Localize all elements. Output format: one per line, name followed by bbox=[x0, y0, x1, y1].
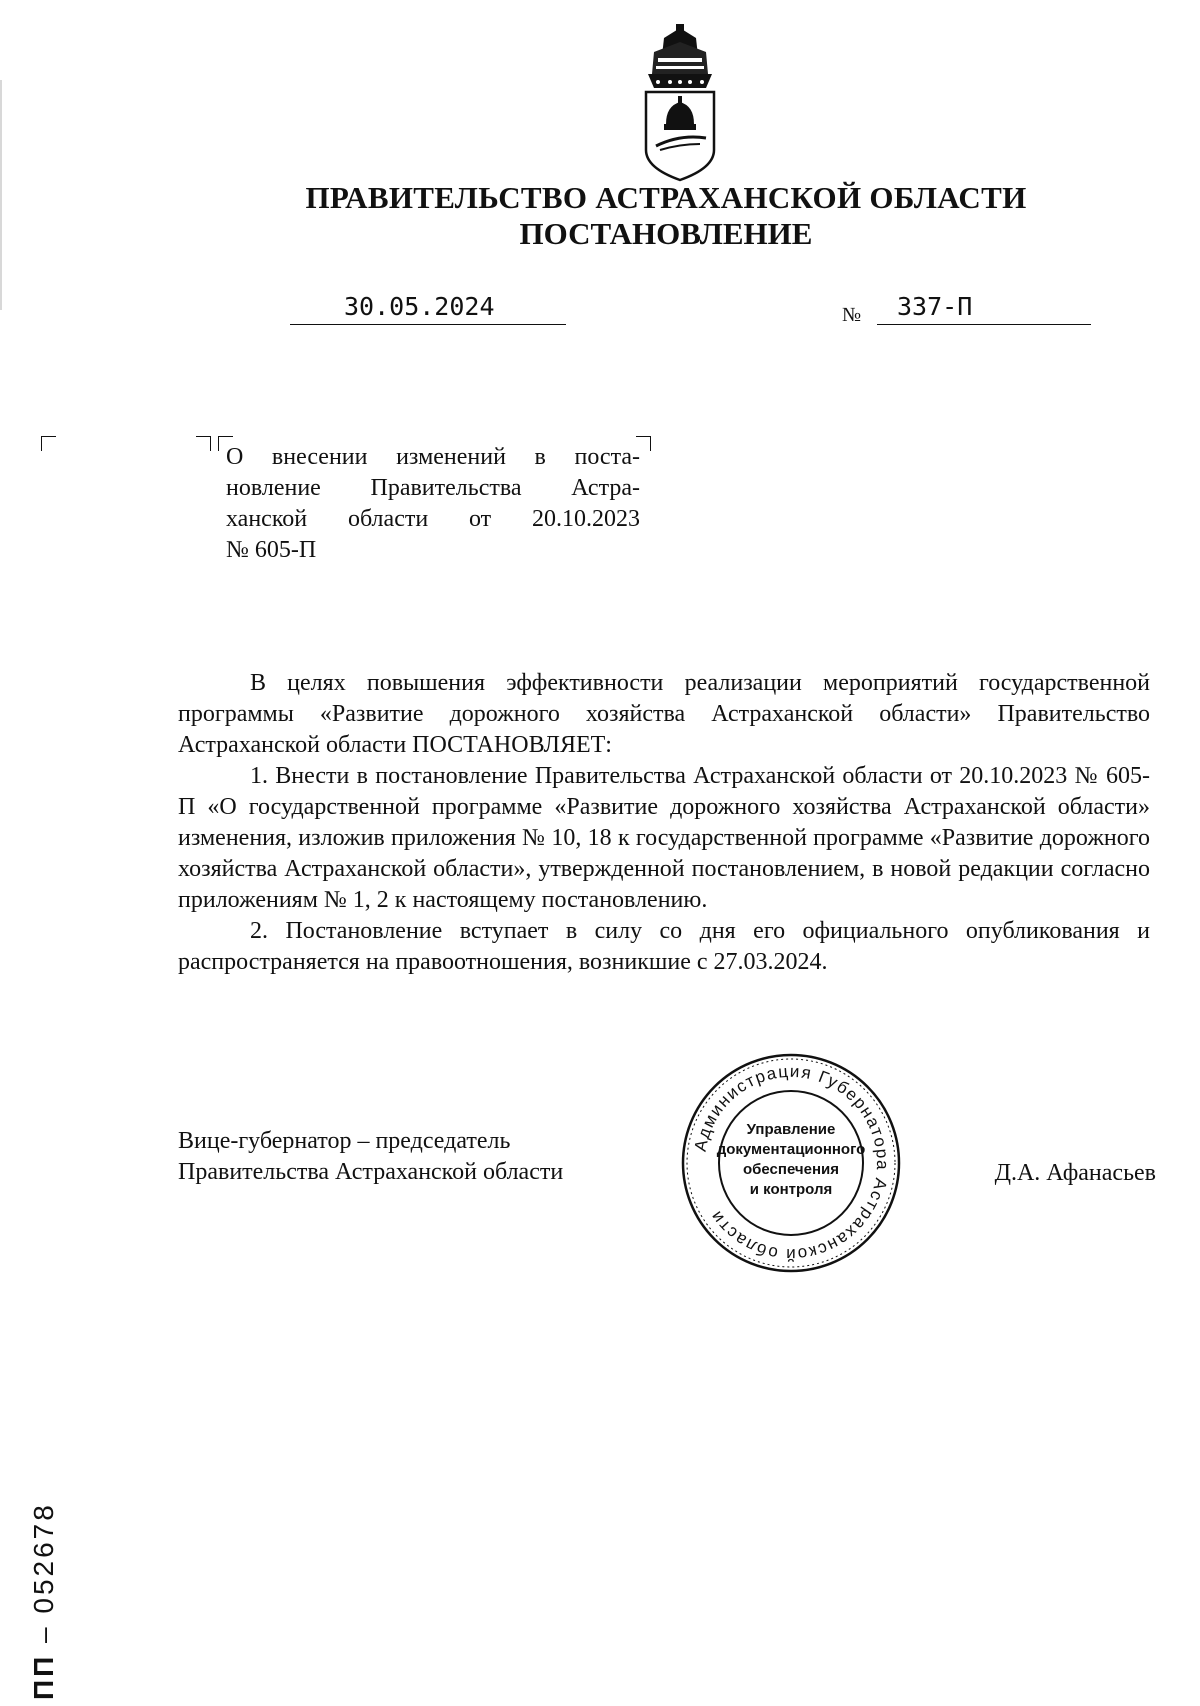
document-body bbox=[178, 668, 1150, 978]
item-2-paragraph: 2. Постановление вступает в силу со дня его официального опубликования и распространяется на правоотношения, возникшие с 27.03.2024. bbox=[178, 918, 1150, 975]
position-line: Вице-губернатор – председатель bbox=[178, 1128, 511, 1154]
preamble-paragraph: В целях повышения эффективности реализации мероприятий государственной программы «Развитие дорожного хозяйства Астраханской области» Правительство Астраханской области ПОСТАНОВЛЯЕТ: bbox=[178, 670, 1150, 758]
date-field bbox=[290, 292, 566, 325]
corner-mark bbox=[196, 436, 211, 451]
registration-value: – 052678 bbox=[28, 1502, 59, 1643]
seal-center-line: Управление bbox=[746, 1121, 836, 1138]
document-type: ПОСТАНОВЛЕНИЕ bbox=[519, 216, 813, 251]
subject-line: новление Правительства Астра- bbox=[226, 475, 640, 501]
signatory-position bbox=[178, 1126, 638, 1188]
number-field bbox=[877, 292, 1091, 325]
official-seal-stamp bbox=[678, 1050, 904, 1276]
document-date: 30.05.2024 bbox=[344, 292, 495, 321]
seal-center-line: документационного bbox=[716, 1141, 866, 1158]
document-subject bbox=[226, 442, 640, 566]
corner-mark bbox=[41, 436, 56, 451]
number-sign: № bbox=[842, 304, 862, 326]
seal-ring-text: Администрация Губернатора Астраханской области bbox=[690, 1061, 893, 1265]
subject-line: ханской области от 20.10.2023 bbox=[226, 506, 640, 532]
seal-center-line: и контроля bbox=[749, 1181, 833, 1198]
registration-prefix: ПП bbox=[28, 1653, 59, 1700]
government-title: ПРАВИТЕЛЬСТВО АСТРАХАНСКОЙ ОБЛАСТИ bbox=[305, 180, 1027, 215]
signatory-name: Д.А. Афанасьев bbox=[994, 1160, 1156, 1186]
subject-line: № 605-П bbox=[226, 537, 317, 563]
position-line: Правительства Астраханской области bbox=[178, 1159, 564, 1185]
document-number: 337-П bbox=[897, 292, 973, 321]
subject-line: О внесении изменений в поста- bbox=[226, 444, 640, 470]
scan-edge bbox=[0, 80, 2, 310]
seal-center-line: обеспечения bbox=[742, 1161, 840, 1178]
coat-of-arms-icon bbox=[634, 22, 726, 182]
registration-number bbox=[28, 1502, 60, 1700]
item-1-paragraph: 1. Внести в постановление Правительства Астраханской области от 20.10.2023 № 605-П «О государственной программе «Развитие дорожного хозяйства Астраханской области» изменения, изложив приложения № 10, 18 к государственной программе «Развитие дорожного хозяйства Астраханской области», утвержденной постановлением, в новой редакции согласно приложениям № 1, 2 к настоящему постановлению. bbox=[178, 763, 1150, 913]
